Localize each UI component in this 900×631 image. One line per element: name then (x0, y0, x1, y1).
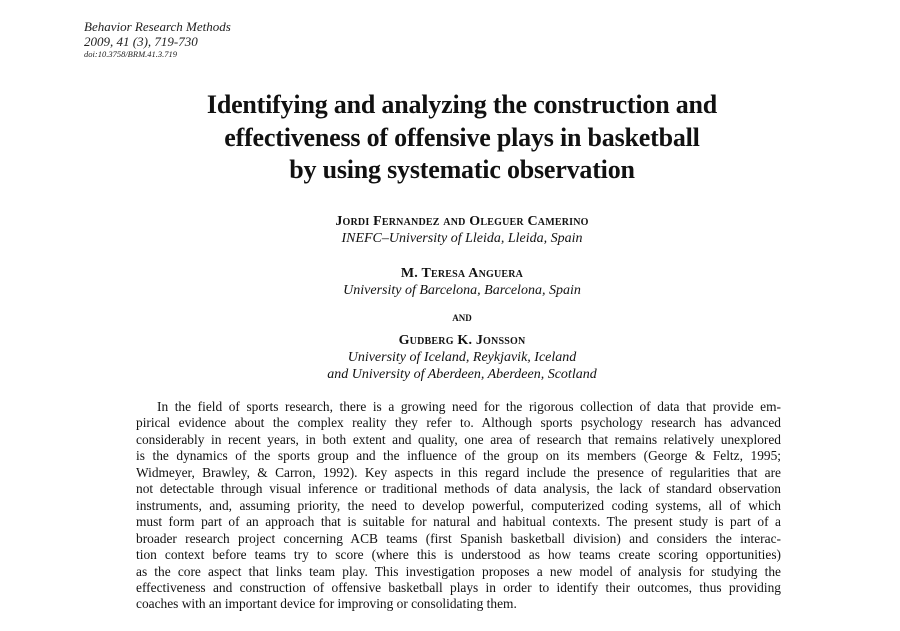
abstract-line: must form part of an approach that is suitable for natural and habitual contexts. The present study is part of a (136, 514, 781, 530)
abstract (136, 399, 781, 613)
abstract-line: as the core aspect that links team play. This investigation proposes a new model of analysis for studying the (136, 563, 781, 579)
author-names: Gudberg K. Jonsson (398, 333, 526, 348)
title-line: effectiveness of offensive plays in basketball (224, 122, 700, 152)
paper-title (0, 89, 900, 187)
abstract-line: not detectable through visual inference or traditional methods of data analysis, the lack of standard observation (136, 481, 781, 497)
abstract-line: tion context before teams try to score (where this is understood as how teams create scoring opportunities) (136, 547, 781, 563)
abstract-line: coaches with an important device for improving or consolidating them. (136, 596, 517, 612)
journal-name: Behavior Research Methods (84, 19, 231, 34)
author-names: M. Teresa Anguera (400, 266, 524, 281)
author-group-3 (0, 332, 900, 383)
journal-volume: 2009, 41 (3), 719-730 (84, 34, 198, 49)
author-affiliation: University of Iceland, Reykjavik, Iceland (347, 350, 577, 365)
author-group-1 (0, 213, 900, 247)
author-affiliation: INEFC–University of Lleida, Lleida, Spain (341, 231, 583, 246)
and-separator: and (452, 309, 472, 324)
abstract-line: pirical evidence about the complex reality they refer to. Although sports psychology research has advanced (136, 415, 781, 431)
journal-header (84, 19, 231, 60)
title-line: Identifying and analyzing the construction and (206, 90, 718, 119)
abstract-line: Widmeyer, Brawley, & Carron, 1992). Key aspects in this regard include the presence of regularities that are (136, 464, 781, 480)
title-line: by using systematic observation (289, 155, 635, 184)
abstract-line: instruments, and, assuming priority, the need to develop powerful, computerized coding systems, all of which (136, 497, 781, 513)
abstract-line: broader research project concerning ACB teams (first Spanish basketball division) and considers the interac- (136, 530, 781, 546)
author-separator (0, 309, 900, 325)
abstract-line: considerably in recent years, in both extent and quality, one area of research that remains relatively unexplored (136, 431, 781, 447)
abstract-line: In the field of sports research, there is a growing need for the rigorous collection of data that provide em- (157, 399, 781, 414)
author-affiliation: and University of Aberdeen, Aberdeen, Scotland (327, 367, 597, 382)
author-affiliation: University of Barcelona, Barcelona, Spain (343, 283, 581, 298)
journal-doi: doi:10.3758/BRM.41.3.719 (84, 49, 178, 59)
abstract-line: is the dynamics of the sports group and the influence of the group on its members (George & Feltz, 1995; (136, 448, 781, 464)
author-group-2 (0, 265, 900, 299)
abstract-line: effectiveness and construction of offensive basketball plays in order to identify their outcomes, thus providing (136, 579, 781, 595)
author-names: Jordi Fernandez and Oleguer Camerino (335, 214, 589, 229)
